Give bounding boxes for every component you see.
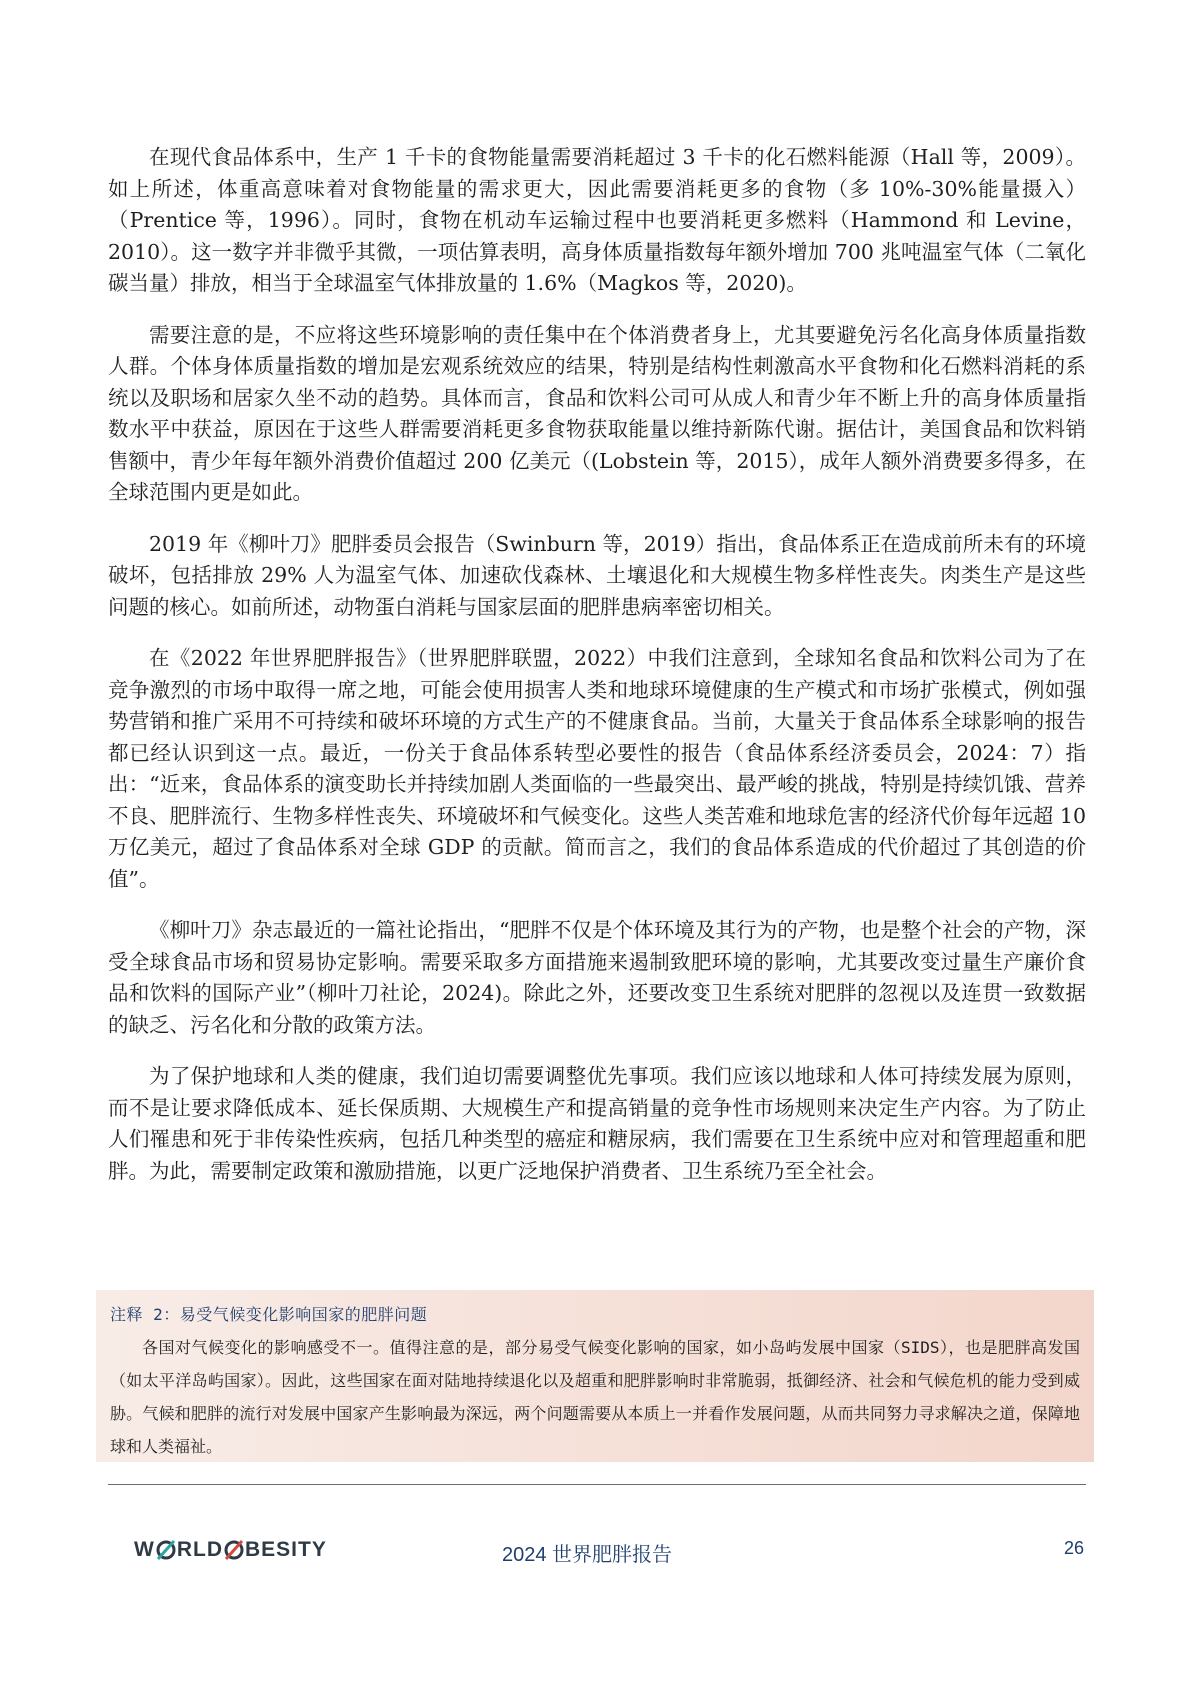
logo-o-icon	[155, 1539, 177, 1561]
paragraph-4: 在《2022 年世界肥胖报告》（世界肥胖联盟，2022）中我们注意到，全球知名食品和饮料公司为了在竞争激烈的市场中取得一席之地，可能会使用损害人类和地球环境健康的生产模式和市场扩张模式，例如强势营销和推广采用不可持续和破坏环境的方式生产的不健康食品。当前，大量关于食品体系全球影响的报告都已经认识到这一点。最近，一份关于食品体系转型必要性的报告（食品体系经济委员会，2024：7）指出：“近来，食品体系的演变助长并持续加剧人类面临的一些最突出、最严峻的挑战，特别是持续饥饿、营养不良、肥胖流行、生物多样性丧失、环境破坏和气候变化。这些人类苦难和地球危害的经济代价每年远超 10 万亿美元，超过了食品体系对全球 GDP 的贡献。简而言之，我们的食品体系造成的代价超过了其创造的价值”。	[108, 646, 1086, 891]
footer-report-title: 2024 世界肥胖报告	[502, 1544, 673, 1566]
paragraph-1: 在现代食品体系中，生产 1 千卡的食物能量需要消耗超过 3 千卡的化石燃料能源（Hall 等，2009）。如上所述，体重高意味着对食物能量的需求更大，因此需要消耗更多的食物（多 10%-30%能量摄入）（Prentice 等，1996）。同时，食物在机动车运输过程中也要消耗更多燃料（Hammond 和 Levine，2010）。这一数字并非微乎其微，一项估算表明，高身体质量指数每年额外增加 700 兆吨温室气体（二氧化碳当量）排放，相当于全球温室气体排放量的 1.6%（Magkos 等，2020)。	[108, 145, 1086, 295]
note-body: 各国对气候变化的影响感受不一。值得注意的是，部分易受气候变化影响的国家，如小岛屿发展中国家（SIDS），也是肥胖高发国（如太平洋岛屿国家）。因此，这些国家在面对陆地持续退化以及超重和肥胖影响时非常脆弱，抵御经济、社会和气候危机的能力受到威胁。气候和肥胖的流行对发展中国家产生影响最为深远，两个问题需要从本质上一并看作发展问题，从而共同努力寻求解决之道，保障地球和人类福祉。	[110, 1338, 1080, 1456]
note-box	[96, 1290, 1094, 1462]
paragraph-5: 《柳叶刀》杂志最近的一篇社论指出，“肥胖不仅是个体环境及其行为的产物，也是整个社会的产物，深受全球食品市场和贸易协定影响。需要采取多方面措施来遏制致肥环境的影响，尤其要改变过量生产廉价食品和饮料的国际产业”（柳叶刀社论，2024)。除此之外，还要改变卫生系统对肥胖的忽视以及连贯一致数据的缺乏、污名化和分散的政策方法。	[108, 918, 1086, 1037]
logo-world-rest: RLD	[176, 1538, 223, 1561]
paragraph-3: 2019 年《柳叶刀》肥胖委员会报告（Swinburn 等，2019）指出，食品体系正在造成前所未有的环境破坏，包括排放 29% 人为温室气体、加速砍伐森林、土壤退化和大规模生物多样性丧失。肉类生产是这些问题的核心。如前所述，动物蛋白消耗与国家层面的肥胖患病率密切相关。	[108, 531, 1086, 619]
logo-letter-w: W	[134, 1538, 155, 1561]
world-obesity-logo	[134, 1538, 327, 1562]
logo-obesity-rest: BESITY	[245, 1538, 327, 1561]
note-title: 注释 2：易受气候变化影响国家的肥胖问题	[110, 1305, 428, 1324]
main-text	[108, 142, 1086, 1207]
logo-o-icon	[223, 1539, 245, 1561]
footer-divider	[108, 1484, 1086, 1485]
page-number: 26	[1064, 1538, 1085, 1558]
paragraph-6: 为了保护地球和人类的健康，我们迫切需要调整优先事项。我们应该以地球和人体可持续发展为原则，而不是让要求降低成本、延长保质期、大规模生产和提高销量的竞争性市场规则来决定生产内容。为了防止人们罹患和死于非传染性疾病，包括几种类型的癌症和糖尿病，我们需要在卫生系统中应对和管理超重和肥胖。为此，需要制定政策和激励措施，以更广泛地保护消费者、卫生系统乃至全社会。	[108, 1064, 1086, 1183]
paragraph-2: 需要注意的是，不应将这些环境影响的责任集中在个体消费者身上，尤其要避免污名化高身体质量指数人群。个体身体质量指数的增加是宏观系统效应的结果，特别是结构性刺激高水平食物和化石燃料消耗的系统以及职场和居家久坐不动的趋势。具体而言，食品和饮料公司可从成人和青少年不断上升的高身体质量指数水平中获益，原因在于这些人群需要消耗更多食物获取能量以维持新陈代谢。据估计，美国食品和饮料销售额中，青少年每年额外消费价值超过 200 亿美元（(Lobstein 等，2015），成年人额外消费要多得多，在全球范围内更是如此。	[108, 322, 1086, 504]
